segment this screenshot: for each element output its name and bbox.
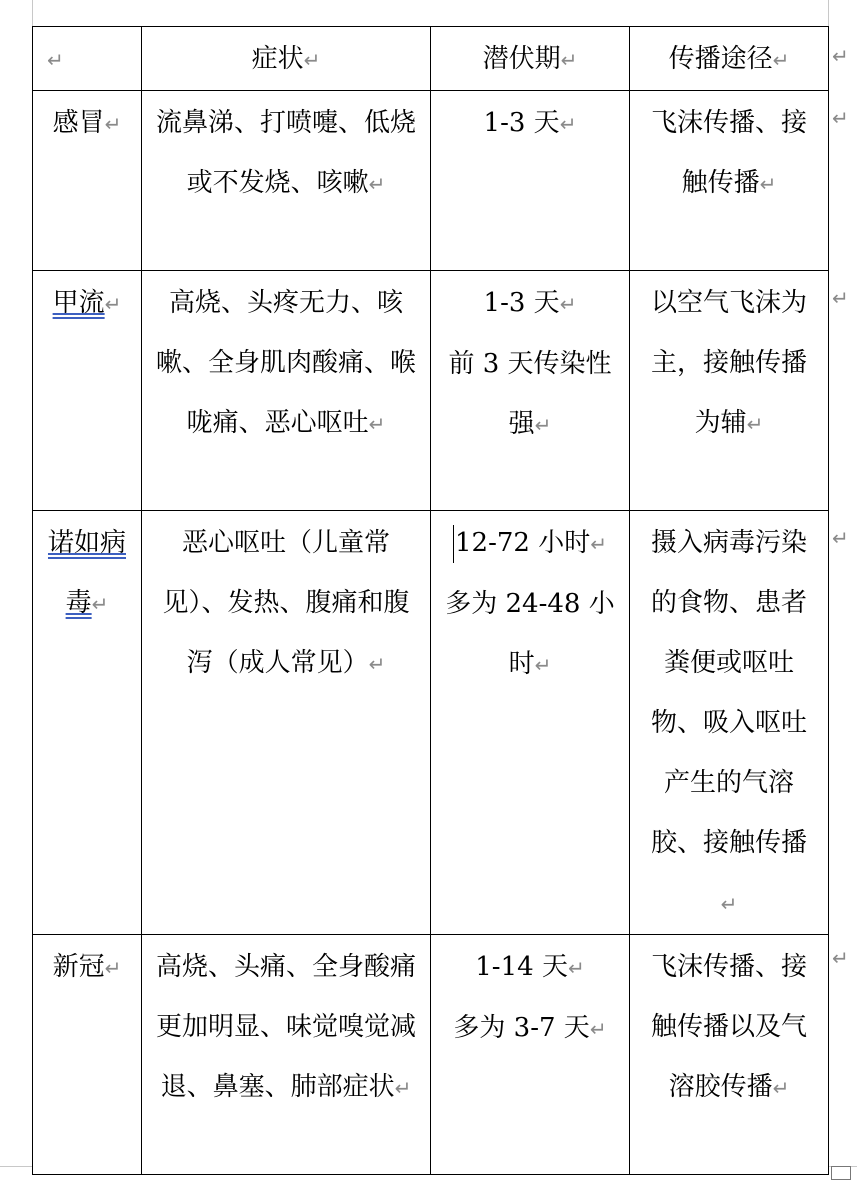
margin-guide-right <box>828 0 829 26</box>
margin-guide-bottom <box>0 1166 32 1167</box>
header-cell-symptoms[interactable]: 症状↵ <box>142 27 431 91</box>
transmission-cell[interactable]: 摄入病毒污染的食物、患者粪便或呕吐物、吸入呕吐产生的气溶胶、接触传播↵ <box>630 511 829 935</box>
row-end-mark: ↵ <box>832 44 849 68</box>
scroll-corner-box <box>831 1166 851 1180</box>
transmission-text: 以空气飞沫为主，接触传播为辅 <box>650 288 807 438</box>
disease-comparison-table <box>32 26 829 1175</box>
disease-name-cell[interactable]: 诺如病毒↵ <box>33 511 142 935</box>
symptoms-cell[interactable]: 高烧、头疼无力、咳嗽、全身肌肉酸痛、喉咙痛、恶心呕吐↵ <box>142 271 431 511</box>
row-end-mark: ↵ <box>832 526 849 550</box>
incubation-line-1: 1-3 天 <box>483 288 560 318</box>
transmission-text: 摄入病毒污染的食物、患者粪便或呕吐物、吸入呕吐产生的气溶胶、接触传播 <box>650 528 807 858</box>
incubation-cell[interactable]: 12-72 小时↵ 多为 24-48 小时↵ <box>431 511 630 935</box>
incubation-line-2: 前 3 天传染性强 <box>448 349 612 439</box>
header-cell-transmission[interactable]: 传播途径↵ <box>630 27 829 91</box>
table-row <box>33 91 829 271</box>
symptoms-text: 高烧、头痛、全身酸痛更加明显、味觉嗅觉减退、鼻塞、肺部症状 <box>156 952 417 1102</box>
disease-name-cell[interactable]: 甲流↵ <box>33 271 142 511</box>
symptoms-text: 恶心呕吐（儿童常见）、发热、腹痛和腹泻（成人常见） <box>162 528 410 678</box>
disease-name: 甲流 <box>52 288 105 318</box>
text-cursor <box>453 525 454 563</box>
incubation-text: 1-3 天 <box>483 108 560 138</box>
margin-guide-left <box>32 0 33 26</box>
symptoms-cell[interactable]: 高烧、头痛、全身酸痛更加明显、味觉嗅觉减退、鼻塞、肺部症状↵ <box>142 935 431 1175</box>
incubation-line-2: 多为 3-7 天 <box>453 1013 590 1043</box>
transmission-text: 飞沫传播、接触传播 <box>650 108 807 198</box>
disease-name: 新冠 <box>52 952 105 982</box>
header-cell-incubation[interactable]: 潜伏期↵ <box>431 27 630 91</box>
transmission-text: 飞沫传播、接触传播以及气溶胶传播 <box>650 952 807 1102</box>
row-end-mark: ↵ <box>832 946 849 970</box>
symptoms-text: 流鼻涕、打喷嚏、低烧或不发烧、咳嗽 <box>156 108 417 198</box>
disease-name: 诺如病毒 <box>47 528 126 618</box>
symptoms-text: 高烧、头疼无力、咳嗽、全身肌肉酸痛、喉咙痛、恶心呕吐 <box>156 288 417 438</box>
transmission-cell[interactable]: 飞沫传播、接触传播↵ <box>630 91 829 271</box>
disease-name: 感冒 <box>52 108 105 138</box>
header-cell-empty[interactable]: ↵ <box>33 27 142 91</box>
header-label-transmission: 传播途径 <box>668 44 773 74</box>
row-end-mark: ↵ <box>832 106 849 130</box>
table-row <box>33 271 829 511</box>
row-end-mark: ↵ <box>832 286 849 310</box>
incubation-line-2: 多为 24-48 小时 <box>445 589 615 679</box>
symptoms-cell[interactable]: 流鼻涕、打喷嚏、低烧或不发烧、咳嗽↵ <box>142 91 431 271</box>
header-label-incubation: 潜伏期 <box>482 44 561 74</box>
incubation-cell[interactable]: 1-14 天↵ 多为 3-7 天↵ <box>431 935 630 1175</box>
disease-name-cell[interactable]: 感冒↵ <box>33 91 142 271</box>
incubation-line-1: 12-72 小时 <box>455 528 591 558</box>
transmission-cell[interactable]: 以空气飞沫为主，接触传播为辅↵ <box>630 271 829 511</box>
disease-name-cell[interactable]: 新冠↵ <box>33 935 142 1175</box>
header-label-symptoms: 症状 <box>251 44 304 74</box>
transmission-cell[interactable]: 飞沫传播、接触传播以及气溶胶传播↵ <box>630 935 829 1175</box>
incubation-cell[interactable]: 1-3 天↵ <box>431 91 630 271</box>
table-row <box>33 935 829 1175</box>
table-row <box>33 511 829 935</box>
incubation-line-1: 1-14 天 <box>475 952 568 982</box>
symptoms-cell[interactable]: 恶心呕吐（儿童常见）、发热、腹痛和腹泻（成人常见）↵ <box>142 511 431 935</box>
table-header-row <box>33 27 829 91</box>
incubation-cell[interactable]: 1-3 天↵ 前 3 天传染性强↵ <box>431 271 630 511</box>
